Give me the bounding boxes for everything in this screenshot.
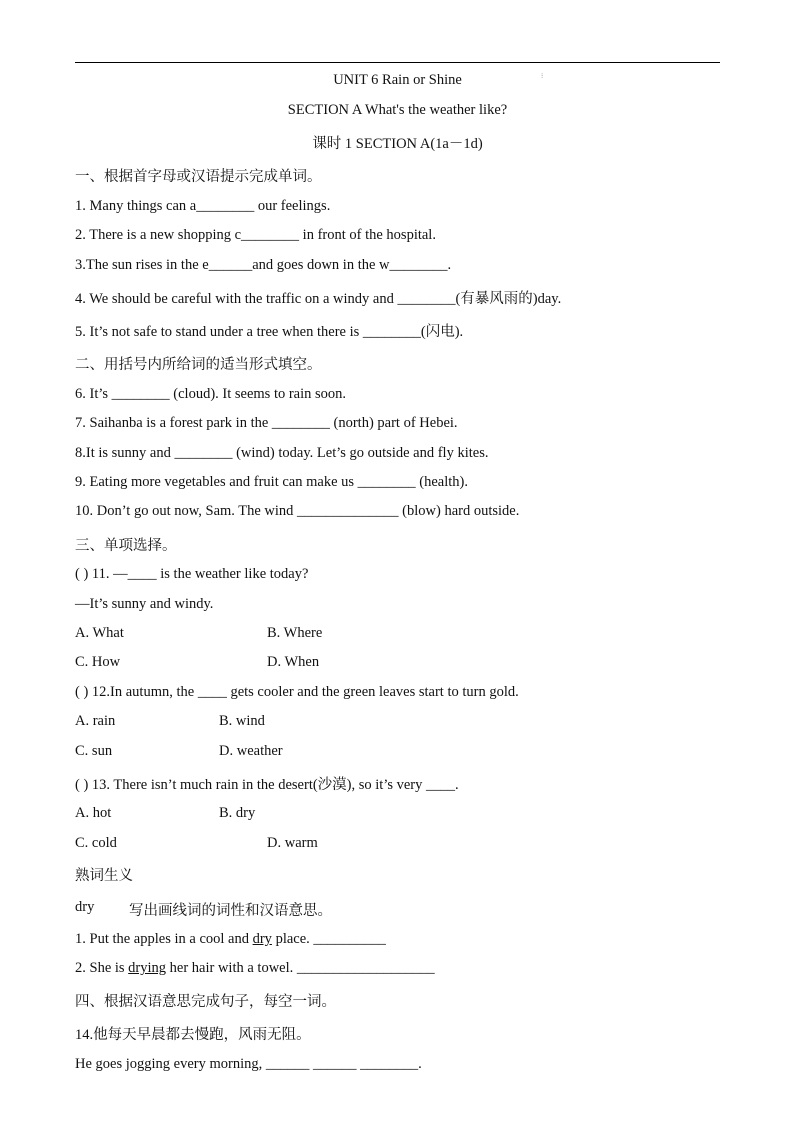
- part4-title: 四、根据汉语意思完成句子，每空一词。: [75, 994, 336, 1010]
- q13-option-a: A. hot: [75, 805, 112, 821]
- question-12: ( ) 12.In autumn, the ____ gets cooler and the green leaves start to turn gold.: [75, 684, 519, 700]
- part1-title: 一、根据首字母或汉语提示完成单词。: [75, 169, 322, 185]
- q11-option-d: D. When: [267, 654, 320, 670]
- familiar-item-2-post: her hair with a towel. ___________________: [166, 960, 435, 976]
- question-6: 6. It’s ________ (cloud). It seems to rain soon.: [75, 386, 347, 402]
- q12-option-a: A. rain: [75, 713, 116, 729]
- part2-title: 二、用括号内所给词的适当形式填空。: [75, 357, 322, 373]
- question-13: ( ) 13. There isn’t much rain in the desert(沙漠), so it’s very ____.: [75, 777, 459, 793]
- question-1: 1. Many things can a________ our feelings.: [75, 198, 331, 214]
- q12-option-b: B. wind: [219, 713, 265, 729]
- scan-mark: ⁝: [541, 72, 544, 80]
- question-4: 4. We should be careful with the traffic on a windy and ________(有暴风雨的)day.: [75, 291, 562, 307]
- q13-option-b: B. dry: [219, 805, 256, 821]
- section-title: SECTION A What's the weather like?: [287, 102, 508, 118]
- familiar-item-1-pre: 1. Put the apples in a cool and: [75, 931, 253, 947]
- familiar-item-2-underlined: drying: [128, 960, 167, 976]
- q13-option-c: C. cold: [75, 835, 117, 851]
- familiar-item-2-pre: 2. She is: [75, 960, 129, 976]
- question-11: ( ) 11. —____ is the weather like today?: [75, 566, 309, 582]
- q12-option-c: C. sun: [75, 743, 113, 759]
- question-5: 5. It’s not safe to stand under a tree when there is ________(闪电).: [75, 324, 464, 340]
- q13-option-d: D. warm: [267, 835, 318, 851]
- question-3: 3.The sun rises in the e______and goes down in the w________.: [75, 257, 452, 273]
- question-8: 8.It is sunny and ________ (wind) today. Let’s go outside and fly kites.: [75, 445, 489, 461]
- familiar-item-1-underlined: dry: [252, 931, 272, 947]
- header-rule: [75, 62, 720, 63]
- question-11-reply: —It’s sunny and windy.: [75, 596, 214, 612]
- lesson-title: 课时 1 SECTION A(1a－1d): [312, 136, 483, 152]
- familiar-instruction: 写出画线词的词性和汉语意思。: [129, 903, 332, 919]
- question-7: 7. Saihanba is a forest park in the ________ (north) part of Hebei.: [75, 415, 458, 431]
- q11-option-c: C. How: [75, 654, 121, 670]
- part3-title: 三、单项选择。: [75, 538, 177, 554]
- q11-option-b: B. Where: [267, 625, 323, 641]
- question-9: 9. Eating more vegetables and fruit can make us ________ (health).: [75, 474, 468, 490]
- familiar-item-1: [75, 931, 386, 948]
- q12-option-d: D. weather: [219, 743, 283, 759]
- question-10: 10. Don’t go out now, Sam. The wind ______________ (blow) hard outside.: [75, 503, 520, 519]
- question-14-answer: He goes jogging every morning, ______ ______ ________.: [75, 1056, 422, 1072]
- unit-title: UNIT 6 Rain or Shine: [333, 72, 462, 88]
- familiar-item-2: [75, 960, 435, 977]
- q11-option-a: A. What: [75, 625, 124, 641]
- question-14: 14.他每天早晨都去慢跑，风雨无阻。: [75, 1027, 311, 1043]
- question-2: 2. There is a new shopping c________ in front of the hospital.: [75, 227, 436, 243]
- familiar-item-1-post: place. __________: [271, 931, 386, 947]
- familiar-word: dry: [75, 899, 95, 915]
- familiar-title: 熟词生义: [75, 868, 133, 884]
